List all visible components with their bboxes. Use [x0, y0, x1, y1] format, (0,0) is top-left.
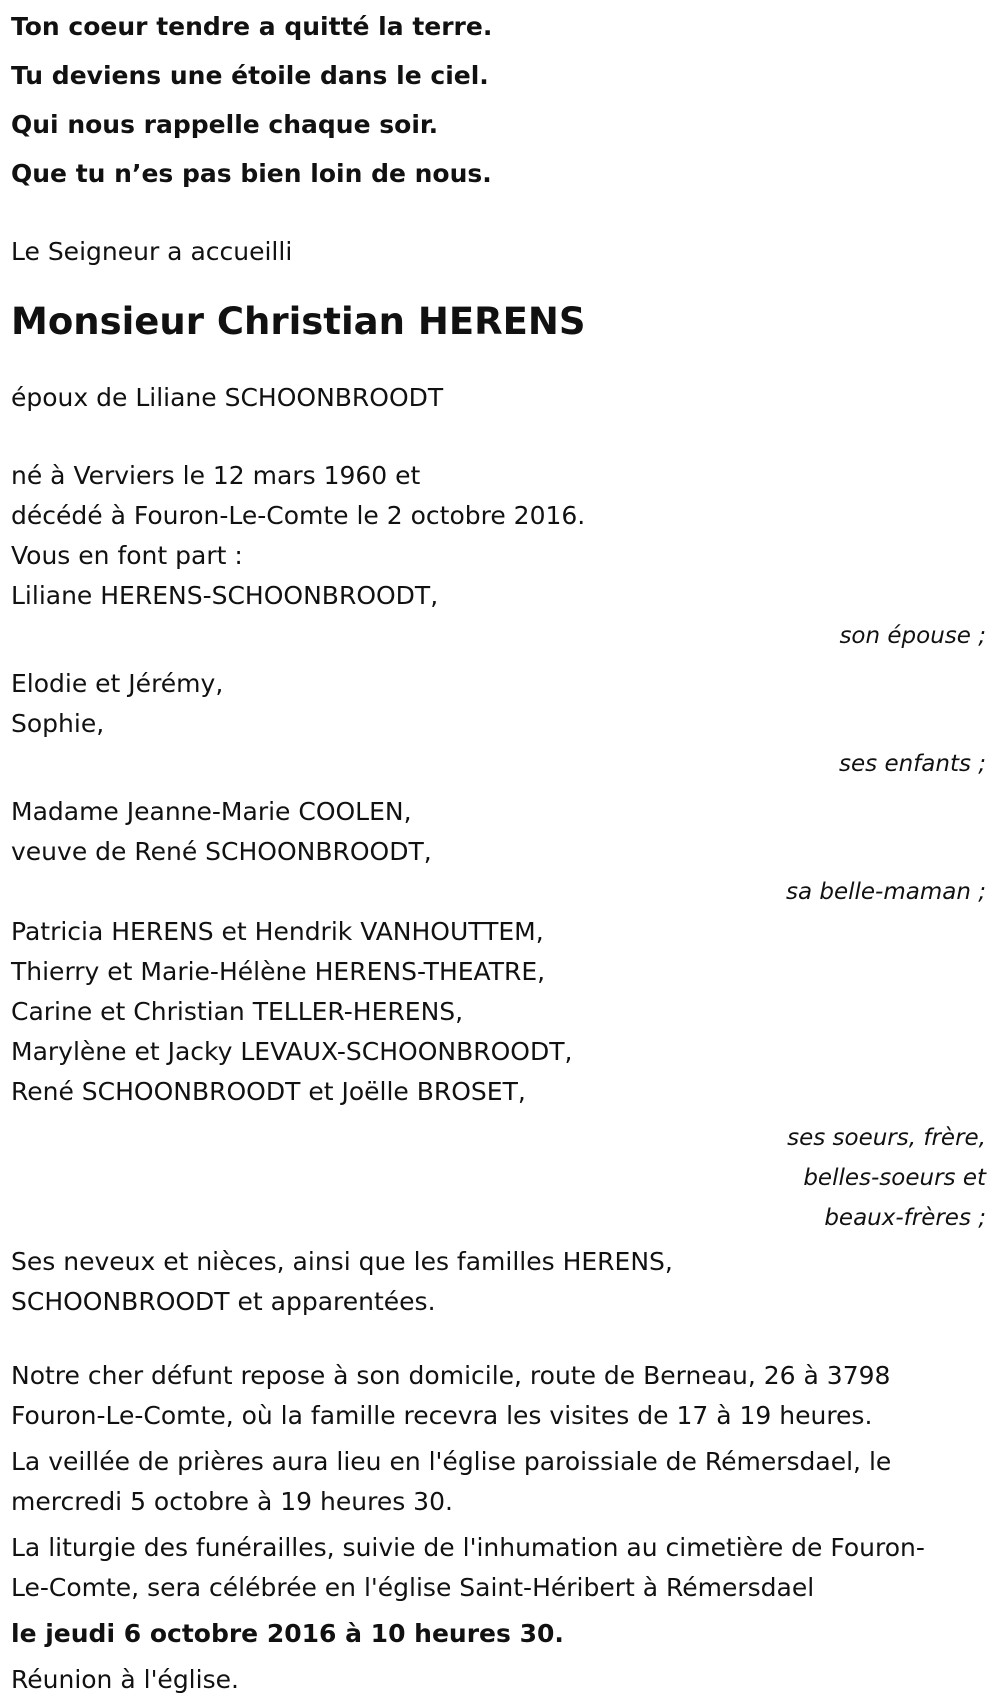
- family-name: Patricia HERENS et Hendrik VANHOUTTEM,: [11, 917, 544, 946]
- poem-line: Ton coeur tendre a quitté la terre.: [11, 12, 493, 41]
- family-name: Carine et Christian TELLER-HERENS,: [11, 997, 464, 1026]
- family-name: Sophie,: [11, 709, 105, 738]
- paragraph-line: mercredi 5 octobre à 19 heures 30.: [11, 1487, 453, 1516]
- family-name: Ses neveux et nièces, ainsi que les familles HERENS,: [11, 1247, 673, 1276]
- relation-label: ses enfants ;: [839, 751, 986, 777]
- family-name: Elodie et Jérémy,: [11, 669, 224, 698]
- birth-death-block: [11, 456, 991, 576]
- deceased-name: Monsieur Christian HERENS: [11, 300, 586, 343]
- family-children: [11, 664, 991, 784]
- vigil-paragraph: [11, 1442, 991, 1522]
- family-name: René SCHOONBROODT et Joëlle BROSET,: [11, 1077, 526, 1106]
- repose-paragraph: [11, 1356, 991, 1436]
- poem: [11, 0, 991, 198]
- spouse-line: époux de Liliane SCHOONBROODT: [11, 383, 444, 412]
- paragraph-line: Fouron-Le-Comte, où la famille recevra les visites de 17 à 19 heures.: [11, 1401, 873, 1430]
- funeral-paragraph: [11, 1528, 991, 1608]
- birth-line: né à Verviers le 12 mars 1960 et: [11, 461, 421, 490]
- intro-text: Le Seigneur a accueilli: [11, 237, 293, 266]
- relation-label: son épouse ;: [839, 623, 986, 649]
- poem-line: Que tu n’es pas bien loin de nous.: [11, 159, 492, 188]
- relation-label: beaux-frères ;: [824, 1205, 986, 1231]
- announce-line: Vous en font part :: [11, 541, 243, 570]
- death-line: décédé à Fouron-Le-Comte le 2 octobre 2016.: [11, 501, 586, 530]
- family-name: Liliane HERENS-SCHOONBROODT,: [11, 581, 439, 610]
- family-wife: [11, 576, 991, 656]
- relation-label: belles-soeurs et: [803, 1165, 986, 1191]
- family-name: Thierry et Marie-Hélène HERENS-THEATRE,: [11, 957, 546, 986]
- funeral-date: le jeudi 6 octobre 2016 à 10 heures 30.: [11, 1619, 564, 1648]
- poem-line: Tu deviens une étoile dans le ciel.: [11, 61, 489, 90]
- family-name: SCHOONBROODT et apparentées.: [11, 1287, 436, 1316]
- gathering-line: Réunion à l'église.: [11, 1665, 239, 1694]
- poem-line: Qui nous rappelle chaque soir.: [11, 110, 439, 139]
- relation-label: ses soeurs, frère,: [787, 1125, 986, 1151]
- paragraph-line: La veillée de prières aura lieu en l'église paroissiale de Rémersdael, le: [11, 1447, 892, 1476]
- paragraph-line: Notre cher défunt repose à son domicile, route de Berneau, 26 à 3798: [11, 1361, 891, 1390]
- family-extended: [11, 1242, 991, 1322]
- family-siblings: [11, 912, 991, 1238]
- relation-label: sa belle-maman ;: [785, 879, 986, 905]
- paragraph-line: La liturgie des funérailles, suivie de l'inhumation au cimetière de Fouron-: [11, 1533, 925, 1562]
- family-name: veuve de René SCHOONBROODT,: [11, 837, 432, 866]
- family-mother-in-law: [11, 792, 991, 912]
- family-name: Marylène et Jacky LEVAUX-SCHOONBROODT,: [11, 1037, 573, 1066]
- family-name: Madame Jeanne-Marie COOLEN,: [11, 797, 412, 826]
- paragraph-line: Le-Comte, sera célébrée en l'église Saint-Héribert à Rémersdael: [11, 1573, 815, 1602]
- obituary-notice: [11, 0, 991, 1700]
